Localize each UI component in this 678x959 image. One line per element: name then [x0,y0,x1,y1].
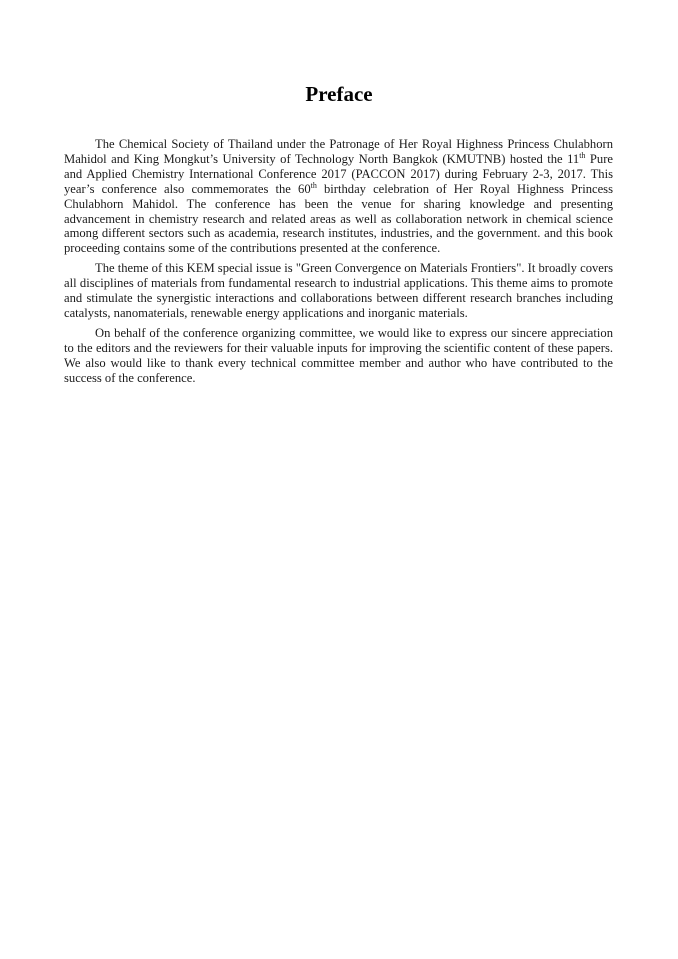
paragraph-1-text-a: The Chemical Society of Thailand under the Patronage of Her Royal Highness Princess Chulabhorn Mahidol and King Mongkut’s University of Technology North Bangkok (KMUTNB) hosted the 11 [64,137,613,166]
paragraph-1-text-b: Pure and Applied Chemistry International Conference 2017 (PACCON 2017) during February 2-3, 2017. This year’s conference also commemorates the 60 [64,151,613,196]
page-title: Preface [305,82,373,106]
paragraph-1-text-c: birthday celebration of Her Royal Highness Princess Chulabhorn Mahidol. The conference has been the venue for sharing knowledge and presenting advancement in chemistry research and related areas as well as collaboration network in chemical science among different sectors such as academia, research institutes, industries, and the government. and this book proceeding contains some of the contributions presented at the conference. [64,181,613,256]
ordinal-superscript: th [579,150,586,160]
paragraph-3: On behalf of the conference organizing committee, we would like to express our sincere appreciation to the editors and the reviewers for their valuable inputs for improving the scientific content of these papers. We also would like to thank every technical committee member and author who have contributed to the success of the conference. [64,325,613,385]
preface-body [64,137,613,391]
ordinal-superscript: th [310,180,317,190]
paragraph-2: The theme of this KEM special issue is "Green Convergence on Materials Frontiers". It broadly covers all disciplines of materials from fundamental research to industrial applications. This theme aims to promote and stimulate the synergistic interactions and collaborations between different research branches including catalysts, nanomaterials, renewable energy applications and inorganic materials. [64,261,613,320]
paragraph-1 [64,137,613,256]
